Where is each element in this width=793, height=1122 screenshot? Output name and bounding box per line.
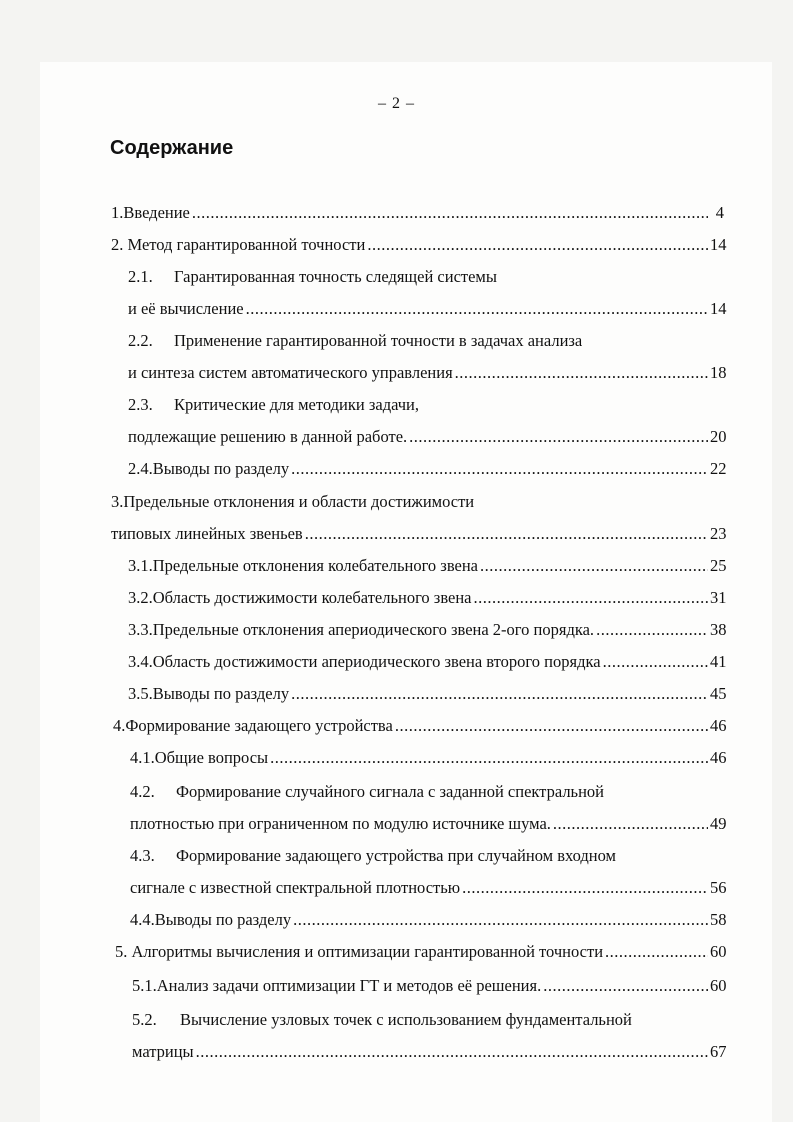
toc-entry-text: Вычисление узловых точек с использованием фундаментальной bbox=[180, 1010, 632, 1029]
toc-entry[interactable] bbox=[128, 361, 727, 385]
toc-entry-number: 4.4. bbox=[130, 910, 155, 929]
toc-entry-text: Выводы по разделу bbox=[152, 459, 290, 478]
toc-entry-text: типовых линейных звеньев bbox=[111, 524, 303, 543]
toc-entry-text: Выводы по разделу bbox=[154, 910, 292, 929]
toc-leader bbox=[596, 618, 708, 642]
toc-entry-page: 45 bbox=[710, 684, 727, 703]
toc-entry-page: 20 bbox=[710, 427, 727, 446]
toc-leader bbox=[605, 940, 708, 964]
toc-entry-number: 5.2. bbox=[132, 1010, 157, 1029]
toc-entry[interactable] bbox=[130, 780, 604, 804]
toc-entry-text: и её вычисление bbox=[128, 299, 244, 318]
toc-entry[interactable] bbox=[111, 490, 474, 514]
toc-entry-text: Формирование задающего устройства bbox=[125, 716, 393, 735]
toc-leader bbox=[291, 457, 708, 481]
toc-entry[interactable] bbox=[128, 329, 582, 353]
toc-entry-number: 4.3. bbox=[130, 846, 155, 865]
toc-entry-number: 3. bbox=[111, 492, 124, 511]
toc-entry[interactable] bbox=[130, 908, 727, 932]
toc-entry[interactable] bbox=[132, 1040, 727, 1064]
toc-entry-page: 46 bbox=[710, 716, 727, 735]
toc-entry-text: Анализ задачи оптимизации ГТ и методов её решения. bbox=[156, 976, 542, 995]
toc-leader bbox=[543, 974, 708, 998]
toc-leader bbox=[192, 201, 708, 225]
toc-entry-text: Общие вопросы bbox=[154, 748, 269, 767]
toc-entry-number: 5. bbox=[115, 942, 128, 961]
toc-leader bbox=[246, 297, 708, 321]
page-title: Содержание bbox=[110, 137, 234, 159]
toc-leader bbox=[291, 682, 708, 706]
toc-entry-page: 56 bbox=[710, 878, 727, 897]
toc-entry-text: Предельные отклонения апериодического звена 2-ого порядка. bbox=[152, 620, 595, 639]
toc-entry-text: Область достижимости колебательного звена bbox=[152, 588, 472, 607]
toc-entry-text: плотностью при ограниченном по модулю источнике шума. bbox=[130, 814, 551, 833]
toc-entry-page: 67 bbox=[710, 1042, 727, 1061]
toc-leader bbox=[480, 554, 708, 578]
toc-entry[interactable] bbox=[132, 1008, 632, 1032]
toc-leader bbox=[293, 908, 708, 932]
toc-entry[interactable] bbox=[111, 522, 727, 546]
toc-entry-page: 38 bbox=[710, 620, 727, 639]
toc-entry-page: 22 bbox=[710, 459, 727, 478]
toc-entry-page: 41 bbox=[710, 652, 727, 671]
toc-leader bbox=[409, 425, 708, 449]
toc-entry[interactable] bbox=[111, 201, 724, 225]
toc-entry-page: 14 bbox=[710, 235, 727, 254]
toc-leader bbox=[270, 746, 708, 770]
toc-entry[interactable] bbox=[115, 940, 727, 964]
toc-entry-number: 3.2. bbox=[128, 588, 153, 607]
page-number: – 2 – bbox=[378, 95, 415, 112]
toc-leader bbox=[603, 650, 708, 674]
toc-entry-page: 18 bbox=[710, 363, 727, 382]
toc-entry[interactable] bbox=[130, 844, 616, 868]
toc-entry-text: Гарантированная точность следящей системы bbox=[174, 267, 497, 286]
toc-entry-text: Выводы по разделу bbox=[152, 684, 290, 703]
toc-entry-page: 46 bbox=[710, 748, 727, 767]
toc-entry-text: Алгоритмы вычисления и оптимизации гарантированной точности bbox=[131, 942, 604, 961]
toc-entry-number: 1. bbox=[111, 203, 124, 222]
toc-entry-text: Метод гарантированной точности bbox=[127, 235, 366, 254]
toc-entry-text: Предельные отклонения и области достижимости bbox=[123, 492, 475, 511]
toc-entry-number: 3.3. bbox=[128, 620, 153, 639]
toc-entry-number: 3.5. bbox=[128, 684, 153, 703]
toc-leader bbox=[474, 586, 709, 610]
toc-entry-text: Формирование задающего устройства при случайном входном bbox=[176, 846, 616, 865]
toc-entry-number: 3.1. bbox=[128, 556, 153, 575]
toc-entry-number: 2. bbox=[111, 235, 124, 254]
toc-entry[interactable] bbox=[132, 974, 727, 998]
toc-entry[interactable] bbox=[130, 746, 727, 770]
toc-entry-page: 23 bbox=[710, 524, 727, 543]
toc-entry[interactable] bbox=[128, 457, 727, 481]
toc-entry[interactable] bbox=[128, 393, 419, 417]
toc-entry[interactable] bbox=[130, 876, 727, 900]
toc-entry-number: 5.1. bbox=[132, 976, 157, 995]
toc-leader bbox=[196, 1040, 708, 1064]
toc-entry-text: Область достижимости апериодического звена второго порядка bbox=[152, 652, 601, 671]
toc-entry[interactable] bbox=[128, 297, 727, 321]
toc-entry[interactable] bbox=[128, 554, 727, 578]
toc-entry[interactable] bbox=[128, 650, 727, 674]
toc-entry-page: 14 bbox=[710, 299, 727, 318]
toc-entry[interactable] bbox=[130, 812, 727, 836]
toc-leader bbox=[395, 714, 708, 738]
toc-entry[interactable] bbox=[113, 714, 727, 738]
toc-entry-number: 2.4. bbox=[128, 459, 153, 478]
toc-leader bbox=[462, 876, 708, 900]
toc-entry-number: 4.1. bbox=[130, 748, 155, 767]
toc-entry-text: Предельные отклонения колебательного звена bbox=[152, 556, 478, 575]
toc-entry[interactable] bbox=[128, 586, 727, 610]
toc-entry[interactable] bbox=[128, 425, 727, 449]
toc-entry[interactable] bbox=[128, 618, 727, 642]
toc-entry-number: 2.1. bbox=[128, 267, 153, 286]
toc-leader bbox=[553, 812, 708, 836]
toc-entry-page: 58 bbox=[710, 910, 727, 929]
toc-leader bbox=[367, 233, 708, 257]
toc-entry-number: 2.3. bbox=[128, 395, 153, 414]
toc-entry-page: 60 bbox=[710, 942, 727, 961]
toc-entry-page: 4 bbox=[715, 203, 724, 222]
toc-entry-text: подлежащие решению в данной работе. bbox=[128, 427, 408, 446]
toc-entry-text: и синтеза систем автоматического управления bbox=[128, 363, 453, 382]
toc-entry-text: Применение гарантированной точности в задачах анализа bbox=[174, 331, 583, 350]
toc-entry[interactable] bbox=[111, 233, 727, 257]
toc-entry-page: 49 bbox=[710, 814, 727, 833]
toc-entry-page: 25 bbox=[710, 556, 727, 575]
toc-entry-number: 4.2. bbox=[130, 782, 155, 801]
toc-entry-page: 60 bbox=[710, 976, 727, 995]
toc-entry-text: Введение bbox=[123, 203, 190, 222]
toc-entry-number: 2.2. bbox=[128, 331, 153, 350]
toc-entry[interactable] bbox=[128, 265, 497, 289]
toc-entry-text: Критические для методики задачи, bbox=[174, 395, 420, 414]
toc-entry-number: 3.4. bbox=[128, 652, 153, 671]
toc-leader bbox=[455, 361, 708, 385]
toc-entry-text: матрицы bbox=[132, 1042, 194, 1061]
toc-leader bbox=[305, 522, 708, 546]
toc-entry-text: Формирование случайного сигнала с заданной спектральной bbox=[176, 782, 604, 801]
toc-entry-text: сигнале с известной спектральной плотностью bbox=[130, 878, 461, 897]
toc-entry-number: 4. bbox=[113, 716, 126, 735]
toc-entry[interactable] bbox=[128, 682, 727, 706]
toc-entry-page: 31 bbox=[710, 588, 727, 607]
